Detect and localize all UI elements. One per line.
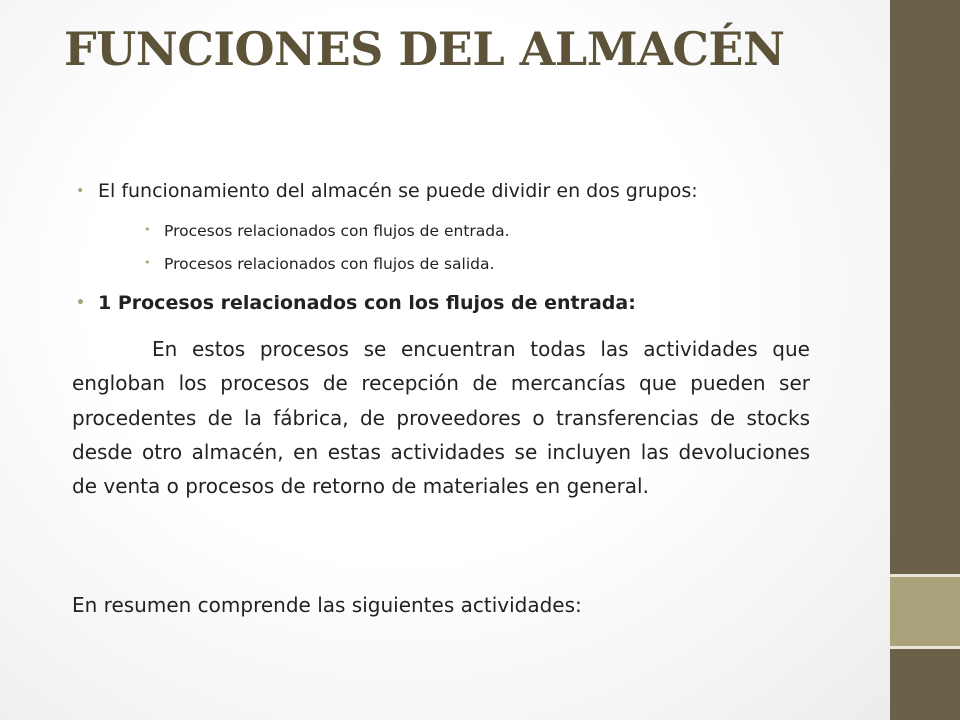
bullet-dot-icon: • [144, 223, 151, 236]
sub-bullet-item [144, 222, 510, 240]
summary-text: En resumen comprende las siguientes actividades: [72, 593, 582, 617]
bullet-dot-icon: • [76, 183, 85, 199]
bullet-dot-icon: • [144, 256, 151, 269]
bullet-item [76, 180, 698, 202]
sub-bullet-text: Procesos relacionados con flujos de salida. [164, 255, 495, 273]
bullet-text: 1 Procesos relacionados con los flujos de entrada: [98, 292, 636, 314]
sidebar-accent-band [890, 577, 960, 646]
sub-bullet-text: Procesos relacionados con flujos de entrada. [164, 222, 510, 240]
bullet-item [76, 292, 636, 314]
sub-bullet-item [144, 255, 495, 273]
bullet-text: El funcionamiento del almacén se puede dividir en dos grupos: [98, 180, 698, 202]
sidebar-decoration [890, 0, 960, 720]
slide-title: FUNCIONES DEL ALMACÉN [64, 22, 785, 76]
bullet-dot-icon: • [76, 295, 85, 311]
sidebar-separator [890, 646, 960, 649]
body-paragraph: En estos procesos se encuentran todas las actividades que engloban los procesos de recepción de mercancías que pueden ser procedentes de la fábrica, de proveedores o transferencias de stocks desde otro almacén, en estas actividades se incluyen las devoluciones de venta o procesos de retorno de materiales en general. [72, 337, 810, 499]
